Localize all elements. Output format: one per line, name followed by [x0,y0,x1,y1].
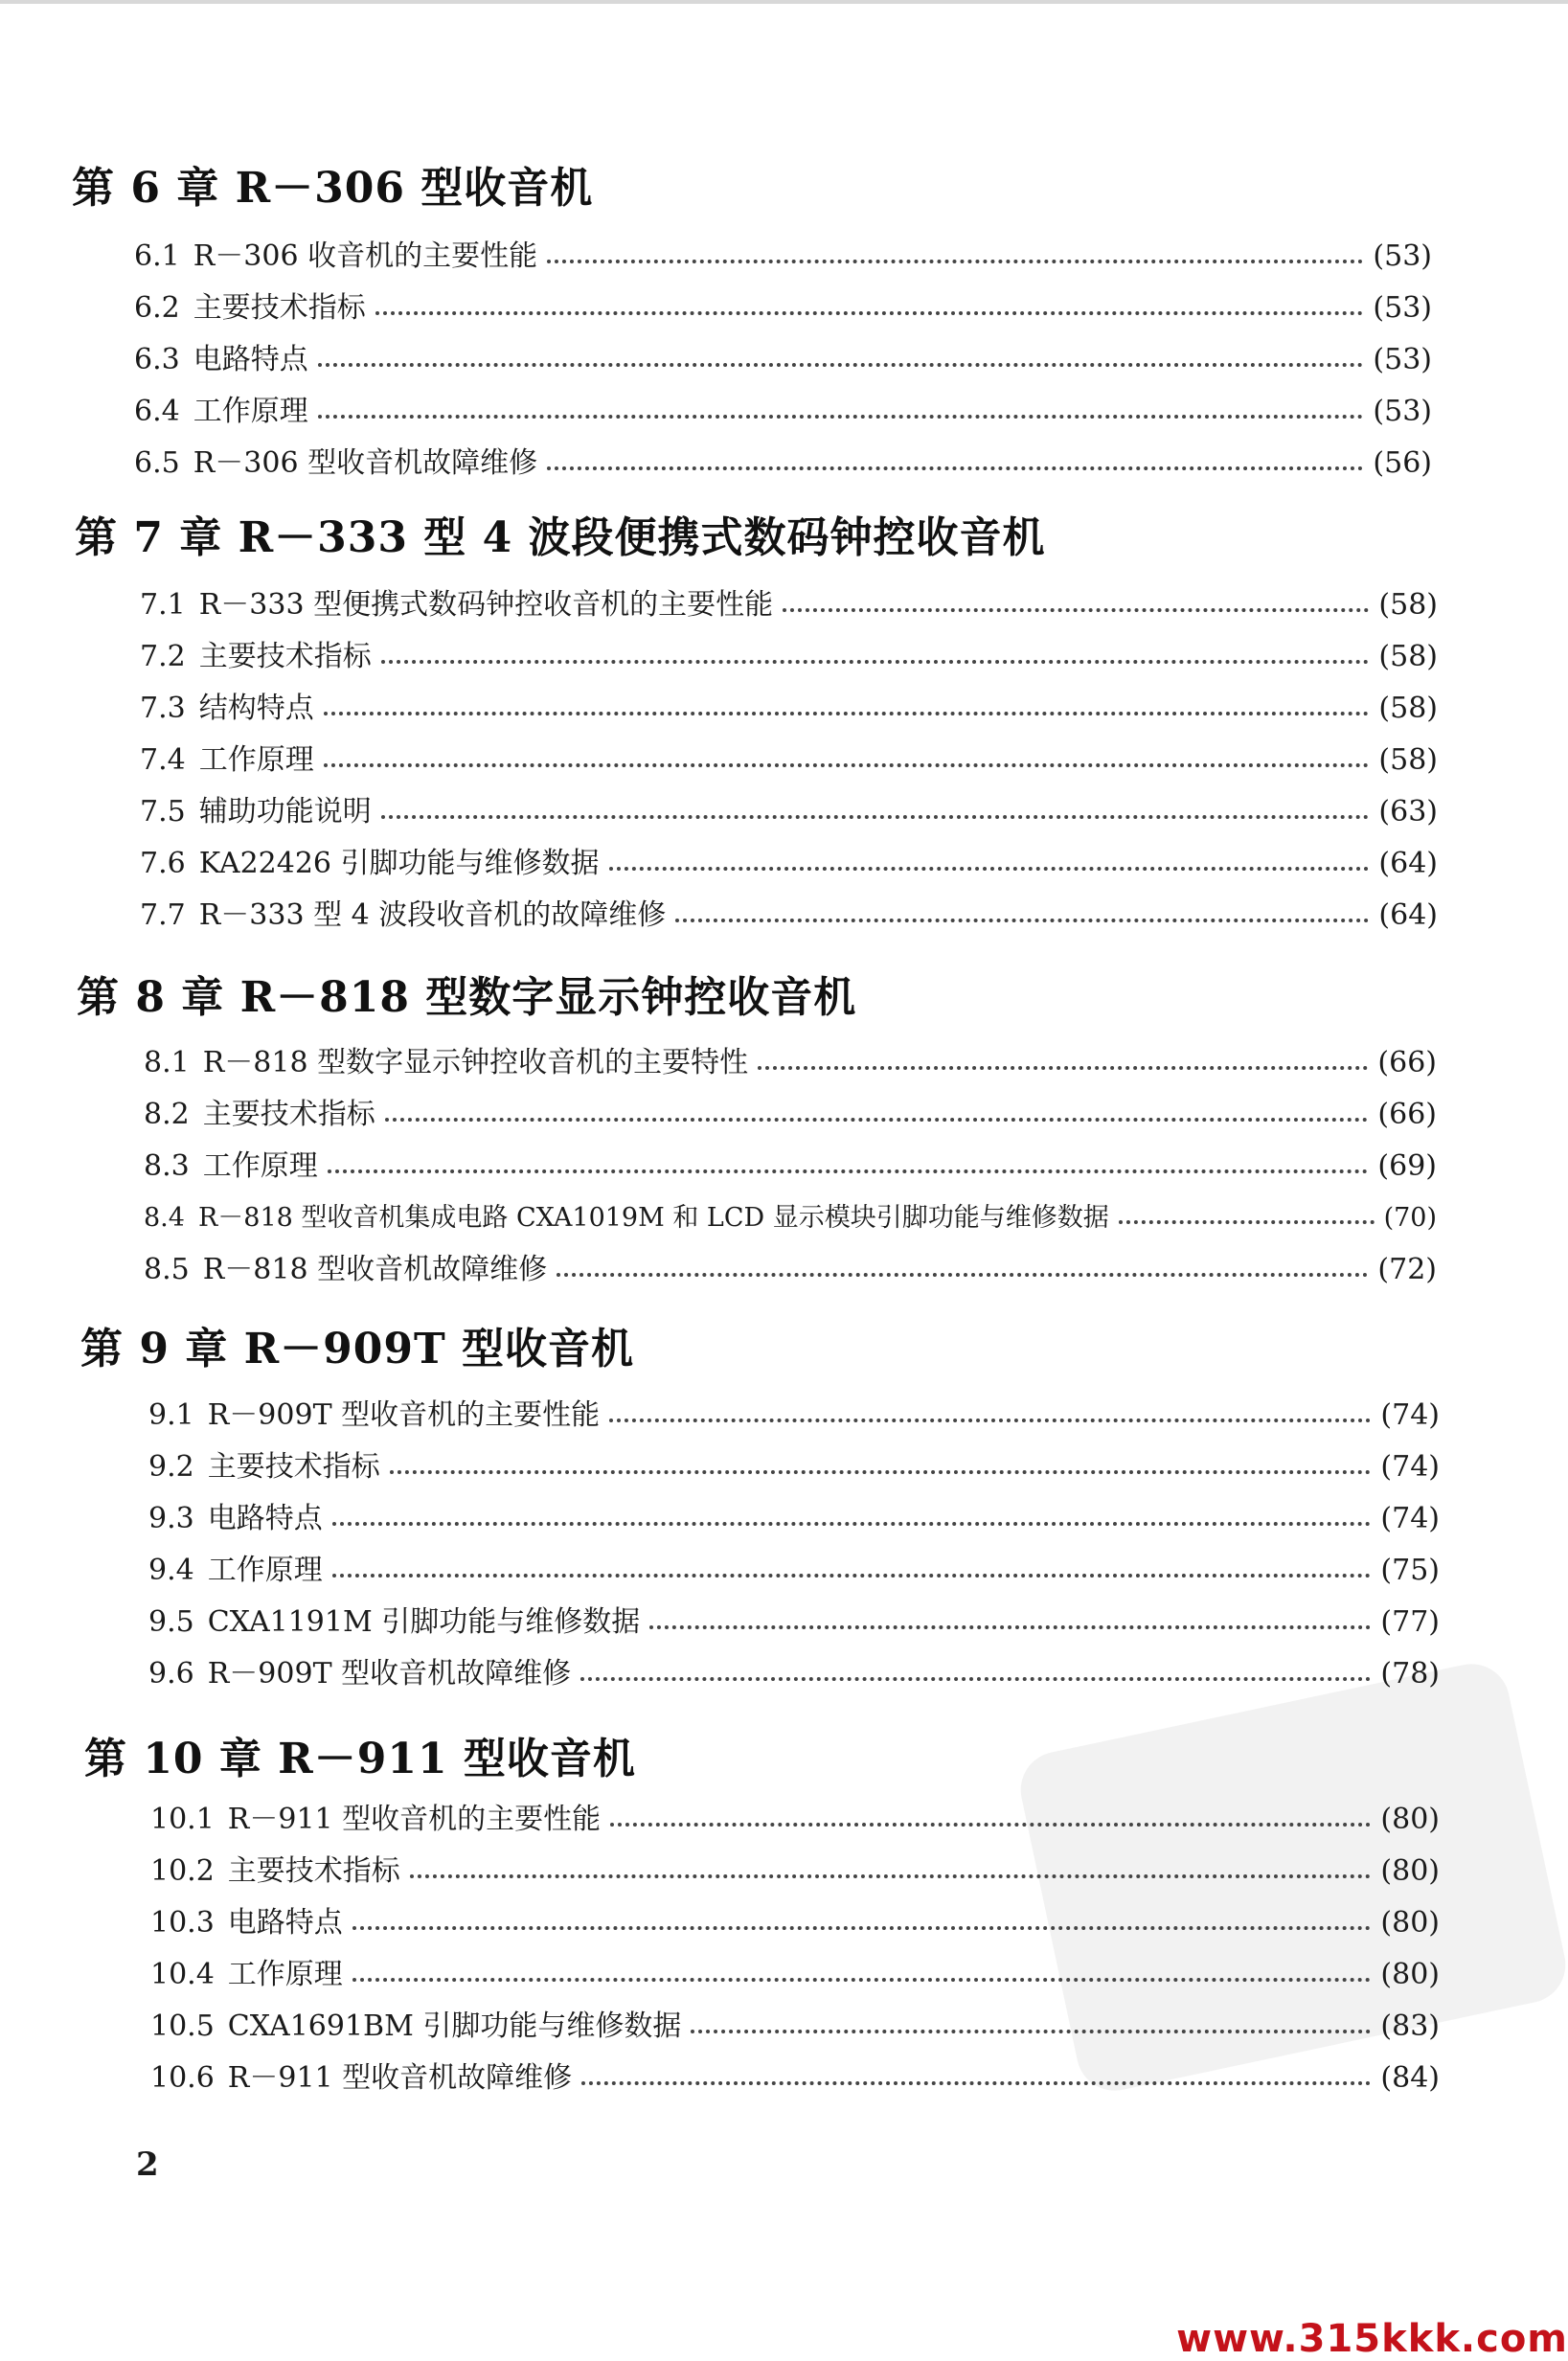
toc-entry-title: R－909T 型收音机的主要性能 [207,1398,601,1432]
toc-entry[interactable] [134,444,1432,483]
toc-entry-number: 8.2 [144,1098,190,1131]
toc-entry-title: 工作原理 [207,1554,323,1587]
chapter-heading: 第 10 章 R－911 型收音机 [84,1735,636,1783]
toc-entry[interactable] [148,1396,1440,1435]
toc-entry-number: 10.2 [150,1854,215,1888]
toc-entry[interactable] [140,586,1438,624]
toc-entry-page: (80) [1380,1906,1440,1940]
toc-entry-number: 9.2 [148,1450,194,1484]
dot-leader [1119,1215,1375,1224]
toc-entry-number: 10.3 [150,1906,215,1940]
toc-entry-page: (58) [1378,743,1438,777]
toc-entry-page: (64) [1378,847,1438,880]
toc-entry[interactable] [140,638,1438,676]
toc-entry[interactable] [150,1904,1440,1942]
toc-entry-number: 7.1 [140,588,186,622]
dot-leader [609,861,1370,871]
toc-entry-page: (70) [1383,1203,1437,1233]
toc-entry-page: (64) [1378,898,1438,932]
dot-leader [691,2024,1371,2033]
toc-entry-number: 10.1 [150,1803,215,1836]
toc-entry[interactable] [148,1603,1440,1642]
dot-leader [675,913,1369,922]
toc-entry-page: (80) [1380,1854,1440,1888]
toc-entry-page: (72) [1377,1253,1437,1286]
toc-entry-title: 主要技术指标 [198,640,372,673]
toc-entry-page: (74) [1380,1450,1440,1484]
dot-leader [758,1060,1368,1070]
dot-leader [352,1920,1372,1930]
toc-entry-page: (84) [1380,2061,1440,2095]
dot-leader [547,254,1363,263]
toc-entry-page: (83) [1380,2009,1440,2043]
dot-leader [580,1671,1371,1681]
toc-entry[interactable] [148,1500,1440,1538]
toc-entry-number: 7.2 [140,640,186,673]
toc-entry-title: R－306 型收音机故障维修 [193,446,538,480]
toc-entry[interactable] [140,793,1438,831]
toc-entry-title: R－818 型收音机故障维修 [202,1253,548,1286]
toc-entry-title: 主要技术指标 [202,1098,375,1131]
toc-entry-number: 7.4 [140,743,186,777]
toc-entry-number: 6.5 [134,446,180,480]
toc-entry-page: (74) [1380,1502,1440,1535]
dot-leader [649,1620,1371,1629]
dot-leader [328,1164,1369,1173]
toc-entry[interactable] [144,1199,1437,1237]
toc-entry-page: (58) [1378,588,1438,622]
toc-entry-number: 9.3 [148,1502,194,1535]
toc-entry-page: (80) [1380,1803,1440,1836]
toc-entry[interactable] [134,341,1432,379]
dot-leader [332,1516,1372,1526]
toc-entry-title: 工作原理 [198,743,314,777]
dot-leader [581,2076,1371,2085]
toc-entry-page: (58) [1378,640,1438,673]
toc-entry[interactable] [144,1096,1437,1134]
toc-entry-title: 电路特点 [227,1906,343,1940]
toc-entry-title: 工作原理 [193,395,308,428]
toc-entry-number: 7.7 [140,898,186,932]
toc-entry[interactable] [134,238,1432,276]
toc-entry-number: 8.5 [144,1253,190,1286]
dot-leader [610,1817,1371,1827]
dot-leader [390,1464,1372,1474]
toc-entry[interactable] [134,393,1432,431]
toc-entry-number: 9.1 [148,1398,194,1432]
toc-entry-title: R－911 型收音机故障维修 [227,2061,573,2095]
chapter-heading: 第 7 章 R－333 型 4 波段便携式数码钟控收音机 [75,513,1046,562]
toc-entry[interactable] [148,1655,1440,1693]
dot-leader [547,461,1363,470]
toc-entry-number: 6.2 [134,291,180,325]
toc-entry-title: 工作原理 [202,1149,318,1183]
toc-entry-title: 主要技术指标 [227,1854,400,1888]
toc-entry-number: 10.6 [150,2061,215,2095]
toc-entry-page: (56) [1373,446,1432,480]
toc-entry-title: 工作原理 [227,1958,343,1991]
toc-entry-page: (80) [1380,1958,1440,1991]
toc-entry-title: KA22426 引脚功能与维修数据 [198,847,600,880]
toc-entry-number: 7.5 [140,795,186,829]
toc-entry-title: R－911 型收音机的主要性能 [227,1803,602,1836]
toc-entry-title: 电路特点 [207,1502,323,1535]
dot-leader [375,306,1364,315]
dot-leader [609,1413,1371,1422]
toc-entry-page: (74) [1380,1398,1440,1432]
dot-leader [324,706,1370,715]
toc-entry-page: (78) [1380,1657,1440,1691]
toc-entry[interactable] [150,1852,1440,1891]
toc-entry-title: 结构特点 [198,692,314,725]
dot-leader [783,602,1369,612]
toc-entry-number: 8.1 [144,1046,190,1079]
toc-entry-title: R－333 型 4 波段收音机的故障维修 [198,898,667,932]
toc-entry[interactable] [134,289,1432,328]
toc-entry[interactable] [140,690,1438,728]
toc-entry-title: 电路特点 [193,343,308,376]
toc-entry-page: (66) [1377,1046,1437,1079]
toc-entry-number: 9.5 [148,1605,194,1639]
toc-entry[interactable] [140,741,1438,780]
toc-entry-number: 7.6 [140,847,186,880]
toc-entry-number: 6.4 [134,395,180,428]
toc-entry-title: R－909T 型收音机故障维修 [207,1657,572,1691]
chapter-heading: 第 8 章 R－818 型数字显示钟控收音机 [77,973,857,1022]
toc-entry-number: 9.4 [148,1554,194,1587]
toc-entry-page: (53) [1373,395,1432,428]
toc-entry-number: 6.1 [134,239,180,273]
toc-entry-page: (75) [1380,1554,1440,1587]
dot-leader [385,1112,1369,1122]
toc-entry[interactable] [144,1044,1437,1082]
toc-entry-page: (53) [1373,343,1432,376]
dot-leader [381,809,1370,819]
toc-entry[interactable] [150,2008,1440,2046]
top-edge-line [0,0,1568,4]
toc-entry-number: 8.3 [144,1149,190,1183]
toc-entry-title: 主要技术指标 [193,291,366,325]
toc-entry-title: R－818 型数字显示钟控收音机的主要特性 [202,1046,749,1079]
toc-entry[interactable] [148,1448,1440,1487]
toc-entry-number: 9.6 [148,1657,194,1691]
toc-entry[interactable] [150,1801,1440,1839]
toc-entry[interactable] [150,1956,1440,1994]
dot-leader [352,1972,1372,1982]
toc-entry-page: (63) [1378,795,1438,829]
dot-leader [381,654,1370,664]
toc-entry-number: 10.5 [150,2009,215,2043]
dot-leader [557,1267,1368,1277]
site-watermark: www.315kkk.com [1176,2317,1568,2361]
toc-entry-number: 6.3 [134,343,180,376]
toc-entry-title: R－333 型便携式数码钟控收音机的主要性能 [198,588,774,622]
toc-entry[interactable] [140,845,1438,883]
dot-leader [410,1869,1372,1878]
toc-entry-page: (53) [1373,291,1432,325]
toc-entry-title: R－818 型收音机集成电路 CXA1019M 和 LCD 显示模块引脚功能与维修数据 [197,1203,1109,1233]
toc-entry-title: R－306 收音机的主要性能 [193,239,538,273]
toc-entry-page: (77) [1380,1605,1440,1639]
dot-leader [318,409,1364,419]
toc-entry-page: (66) [1377,1098,1437,1131]
toc-entry-page: (69) [1377,1149,1437,1183]
toc-entry-title: 主要技术指标 [207,1450,380,1484]
toc-entry-title: CXA1691BM 引脚功能与维修数据 [227,2009,682,2043]
toc-entry[interactable] [144,1147,1437,1186]
toc-entry[interactable] [144,1251,1437,1289]
toc-entry-number: 8.4 [144,1203,185,1233]
toc-entry-title: CXA1191M 引脚功能与维修数据 [207,1605,641,1639]
toc-entry-page: (53) [1373,239,1432,273]
toc-entry-title: 辅助功能说明 [198,795,372,829]
toc-entry[interactable] [140,897,1438,935]
dot-leader [318,357,1364,367]
toc-entry-number: 7.3 [140,692,186,725]
chapter-heading: 第 6 章 R－306 型收音机 [72,164,594,213]
dot-leader [332,1568,1372,1578]
toc-entry-page: (58) [1378,692,1438,725]
chapter-heading: 第 9 章 R－909T 型收音机 [80,1325,635,1373]
toc-entry[interactable] [148,1552,1440,1590]
page-number: 2 [136,2145,159,2184]
toc-entry[interactable] [150,2059,1440,2098]
dot-leader [324,758,1370,767]
toc-entry-number: 10.4 [150,1958,215,1991]
